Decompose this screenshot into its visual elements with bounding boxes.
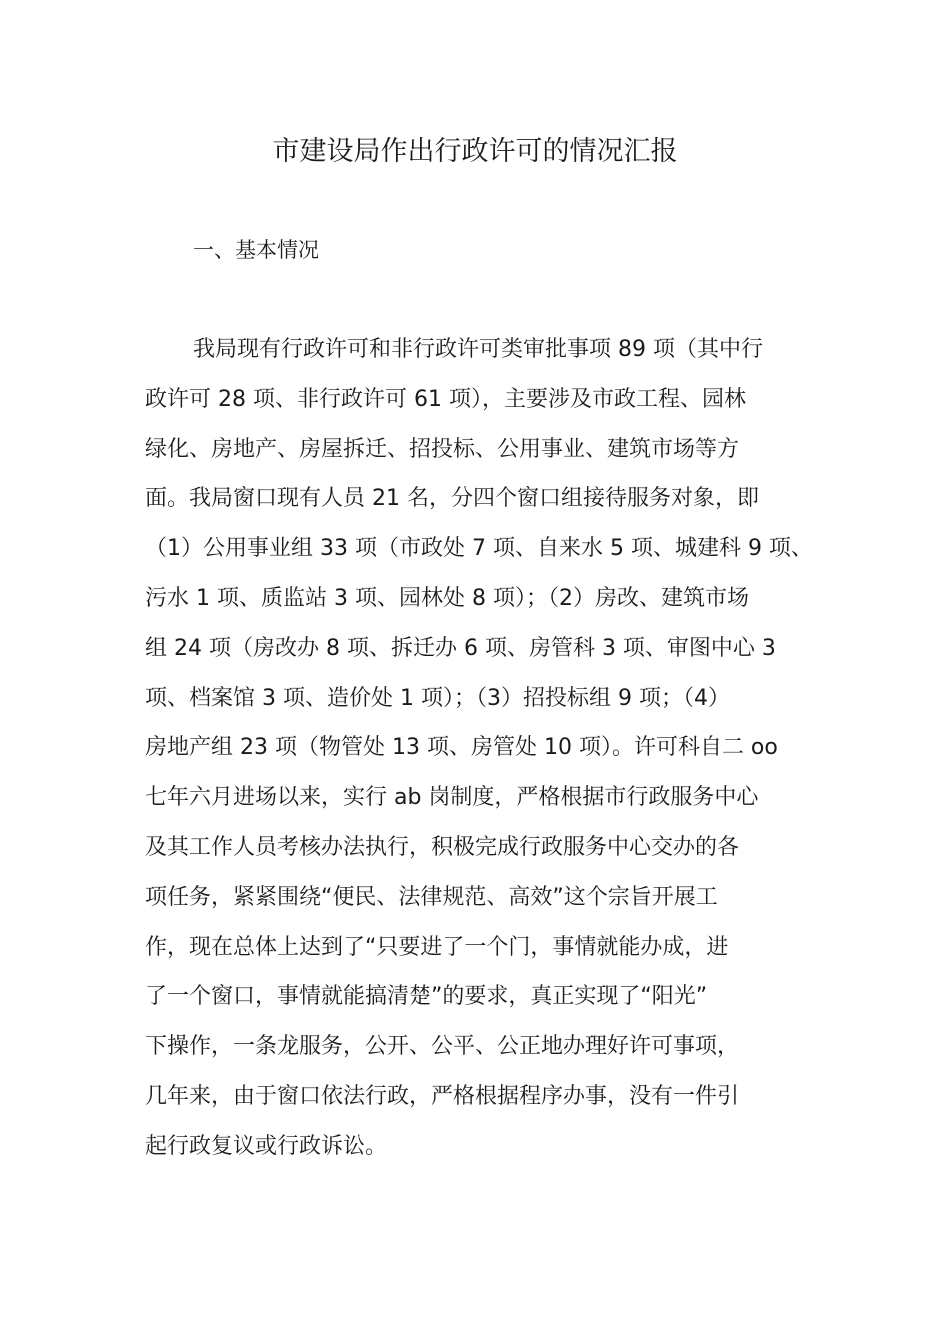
paragraph-line: 作，现在总体上达到了“只要进了一个门，事情就能办成，进 [145, 934, 729, 960]
paragraph-line: 面。我局窗口现有人员 21 名，分四个窗口组接待服务对象，即 [145, 486, 759, 512]
paragraph-line: 起行政复议或行政诉讼。 [145, 1133, 388, 1159]
paragraph-line: 政许可 28 项、非行政许可 61 项），主要涉及市政工程、园林 [145, 386, 746, 412]
paragraph-line: 项任务，紧紧围绕“便民、法律规范、高效”这个宗旨开展工 [145, 884, 718, 910]
paragraph-line: 及其工作人员考核办法执行，积极完成行政服务中心交办的各 [145, 834, 740, 860]
paragraph-line: 下操作，一条龙服务，公开、公平、公正地办理好许可事项， [145, 1034, 740, 1060]
paragraph-line: 了一个窗口，事情就能搞清楚”的要求，真正实现了“阳光” [145, 984, 708, 1010]
paragraph-line: 房地产组 23 项（物管处 13 项、房管处 10 项）。许可科自二 oo [145, 735, 778, 761]
body-paragraph [145, 333, 835, 1180]
section-heading: 一、基本情况 [193, 238, 319, 262]
paragraph-line: 几年来，由于窗口依法行政，严格根据程序办事，没有一件引 [145, 1083, 740, 1109]
paragraph-line: 项、档案馆 3 项、造价处 1 项）；（3）招投标组 9 项；（4） [145, 685, 730, 711]
paragraph-line: （1）公用事业组 33 项（市政处 7 项、自来水 5 项、城建科 9 项、 [145, 536, 813, 562]
paragraph-line: 我局现有行政许可和非行政许可类审批事项 89 项（其中行 [193, 337, 763, 362]
paragraph-line: 绿化、房地产、房屋拆迁、招投标、公用事业、建筑市场等方 [145, 436, 740, 462]
document-title: 市建设局作出行政许可的情况汇报 [272, 136, 678, 167]
paragraph-line: 组 24 项（房改办 8 项、拆迁办 6 项、房管科 3 项、审图中心 3 [145, 635, 776, 661]
paragraph-line: 污水 1 项、质监站 3 项、园林处 8 项）；（2）房改、建筑市场 [145, 585, 749, 611]
paragraph-line: 七年六月进场以来，实行 ab 岗制度，严格根据市行政服务中心 [145, 785, 759, 811]
